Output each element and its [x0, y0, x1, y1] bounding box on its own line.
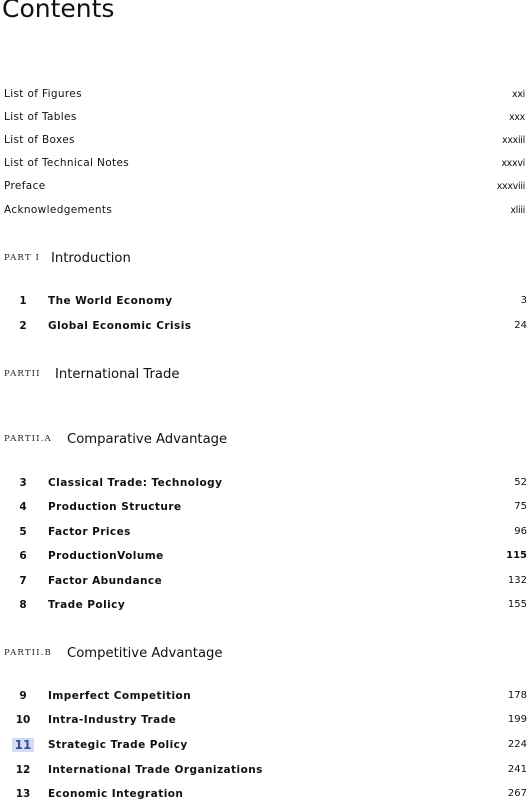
chapter-number: 9: [19, 689, 27, 702]
chapter-entry[interactable]: [12, 762, 527, 777]
chapter-number: 3: [19, 476, 27, 489]
chapter-entry[interactable]: [12, 688, 527, 703]
toc-entry-page: xxxviii: [496, 180, 525, 192]
chapter-number: 8: [19, 598, 27, 611]
chapter-entry[interactable]: [12, 597, 527, 612]
toc-entry-page: xxi: [512, 88, 525, 100]
chapter-title: Intra-Industry Trade: [48, 713, 177, 726]
chapter-title: International Trade Organizations: [48, 763, 263, 776]
toc-entry-page: xxx: [509, 111, 525, 123]
part-label: PARTII.B: [4, 648, 52, 658]
part-heading-international-trade[interactable]: [4, 365, 179, 383]
chapter-title: Classical Trade: Technology: [48, 476, 223, 489]
chapter-entry[interactable]: [12, 318, 527, 333]
toc-entry-acknowledgements[interactable]: [4, 203, 525, 217]
chapter-number: 1: [19, 294, 27, 307]
chapter-page: 52: [514, 477, 527, 488]
toc-entry-label: List of Tables: [4, 111, 77, 123]
chapter-entry[interactable]: [12, 293, 527, 308]
toc-entry-preface[interactable]: [4, 179, 525, 193]
chapter-title: Imperfect Competition: [48, 689, 192, 702]
chapter-page: 75: [514, 501, 527, 512]
toc-entry-label: List of Technical Notes: [4, 157, 130, 169]
chapter-entry[interactable]: [12, 524, 527, 539]
chapter-title: Trade Policy: [48, 598, 126, 611]
chapter-number: 10: [15, 713, 31, 726]
chapter-entry[interactable]: [12, 737, 527, 752]
chapter-number: 5: [19, 525, 27, 538]
part-heading-competitive-advantage[interactable]: [4, 644, 223, 662]
chapter-entry[interactable]: [12, 786, 527, 801]
chapter-title: Factor Prices: [48, 525, 131, 538]
page-title: Contents: [2, 0, 115, 23]
chapter-title: Economic Integration: [48, 787, 184, 800]
chapter-entry[interactable]: [12, 548, 527, 563]
toc-entry-label: List of Boxes: [4, 134, 75, 146]
chapter-page: 96: [514, 526, 527, 537]
chapter-page: 3: [520, 295, 527, 306]
part-title: Comparative Advantage: [67, 431, 228, 447]
toc-entry-page: xliii: [510, 204, 525, 216]
part-label: PARTII.A: [4, 434, 52, 444]
chapter-page: 155: [507, 599, 527, 610]
toc-entry-list-of-technical-notes[interactable]: [4, 156, 525, 170]
chapter-number: 6: [19, 549, 27, 562]
toc-entry-list-of-figures[interactable]: [4, 87, 525, 101]
part-heading-introduction[interactable]: [4, 249, 131, 267]
chapter-page: 115: [506, 550, 527, 561]
chapter-page: 267: [507, 788, 527, 799]
part-title: Competitive Advantage: [67, 645, 223, 661]
part-heading-comparative-advantage[interactable]: [4, 430, 227, 448]
toc-entry-label: Acknowledgements: [4, 204, 113, 216]
toc-entry-label: List of Figures: [4, 88, 82, 100]
toc-entry-list-of-tables[interactable]: [4, 110, 525, 124]
chapter-number: 7: [19, 574, 27, 587]
part-title: International Trade: [55, 366, 180, 382]
chapter-page: 224: [507, 739, 527, 750]
toc-entry-label: Preface: [4, 180, 46, 192]
chapter-number: 4: [19, 500, 27, 513]
chapter-title: Production Structure: [48, 500, 182, 513]
chapter-entry[interactable]: [12, 475, 527, 490]
chapter-number: 2: [19, 319, 27, 332]
chapter-entry[interactable]: [12, 499, 527, 514]
toc-entry-page: xxxvi: [501, 157, 525, 169]
chapter-page: 199: [507, 714, 527, 725]
chapter-number: 12: [15, 763, 31, 776]
chapter-entry[interactable]: [12, 712, 527, 727]
toc-entry-page: xxxiil: [502, 134, 525, 146]
chapter-entry[interactable]: [12, 573, 527, 588]
chapter-title: Strategic Trade Policy: [48, 738, 188, 751]
chapter-number-highlighted: 11: [12, 738, 34, 752]
chapter-title: The World Economy: [48, 294, 173, 307]
chapter-page: 178: [507, 690, 527, 701]
chapter-page: 132: [507, 575, 527, 586]
chapter-title: ProductionVolume: [48, 549, 164, 562]
toc-entry-list-of-boxes[interactable]: [4, 133, 525, 147]
chapter-number: 13: [15, 787, 31, 800]
part-label: PART I: [4, 253, 40, 263]
chapter-page: 241: [507, 764, 527, 775]
part-label: PARTII: [4, 369, 41, 379]
chapter-title: Factor Abundance: [48, 574, 163, 587]
chapter-page: 24: [514, 320, 527, 331]
chapter-title: Global Economic Crisis: [48, 319, 192, 332]
part-title: Introduction: [51, 250, 131, 266]
